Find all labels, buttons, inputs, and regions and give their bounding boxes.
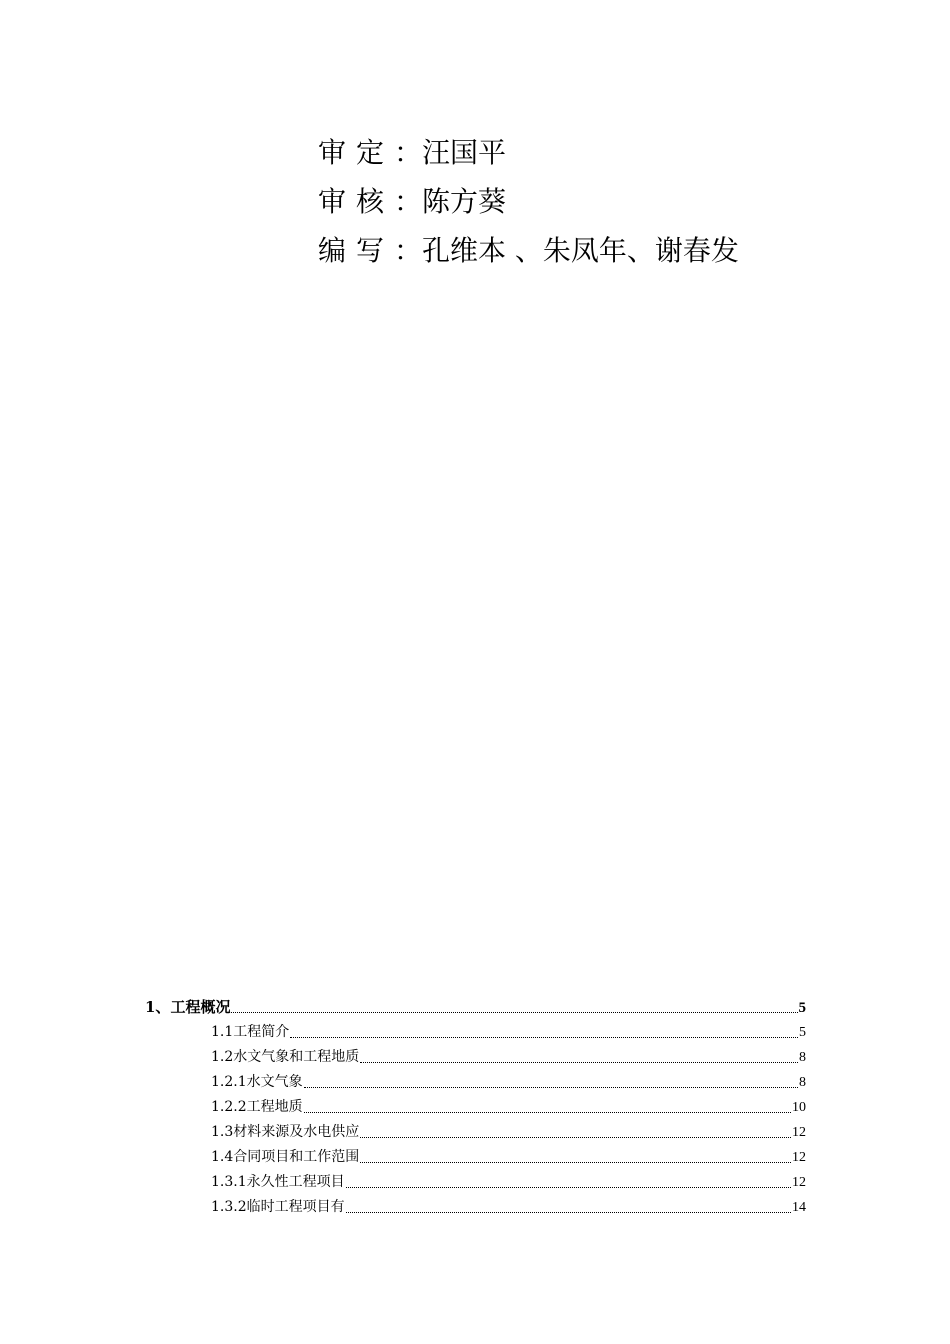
toc-entry-number: 1.3.2 [211,1199,247,1215]
toc-entry-number: 1.3.1 [211,1174,247,1190]
toc-entry-title: 合同项目和工作范围 [233,1149,360,1165]
toc-entry-number: 1.2 [211,1049,234,1065]
toc-entry[interactable] [211,1096,806,1118]
toc-entry-page: 12 [792,1125,806,1140]
toc-leader-dots [231,1012,797,1013]
toc-leader-dots [346,1212,791,1213]
toc-entry[interactable] [211,1146,806,1168]
toc-entry-number: 1.4 [211,1149,234,1165]
signoff-names: 孔维本 、朱凤年、谢春发 [422,234,739,267]
signoff-role-label: 编写 [318,234,395,267]
toc-entry-page: 12 [792,1175,806,1190]
signoff-role-label: 审定 [318,136,395,169]
toc-entry-number: 1.1 [211,1024,234,1040]
signoff-names: 汪国平 [422,136,507,169]
toc-entry-page: 12 [792,1150,806,1165]
signoff-line-approver [318,128,739,177]
toc-entry[interactable] [211,1021,806,1043]
toc-leader-dots [304,1087,798,1088]
toc-entry[interactable] [145,996,806,1018]
toc-entry[interactable] [211,1071,806,1093]
signoff-colon: ： [394,136,423,169]
signoff-block [318,128,739,275]
toc-entry-page: 5 [798,1000,806,1016]
signoff-line-authors [318,226,739,275]
signoff-colon: ： [394,234,423,267]
toc-entry-title: 水文气象 [246,1074,303,1090]
toc-leader-dots [360,1137,791,1138]
toc-entry-page: 8 [799,1075,806,1090]
toc-entry-title: 材料来源及水电供应 [233,1124,360,1140]
toc-leader-dots [346,1187,791,1188]
toc-leader-dots [290,1037,798,1038]
signoff-role-label: 审核 [318,185,395,218]
signoff-line-reviewer [318,177,739,226]
toc-entry-title: 永久性工程项目 [246,1174,345,1190]
toc-entry-title: 临时工程项目有 [246,1199,345,1215]
toc-entry-number: 1.2.2 [211,1099,247,1115]
toc-entry-number: 1.2.1 [211,1074,247,1090]
toc-entry[interactable] [211,1046,806,1068]
toc-entry-page: 10 [792,1100,806,1115]
toc-leader-dots [360,1162,791,1163]
toc-entry-title: 工程简介 [233,1024,290,1040]
toc-entry-page: 5 [799,1025,806,1040]
toc-entry[interactable] [211,1121,806,1143]
signoff-names: 陈方葵 [422,185,507,218]
toc-entry-title: 工程地质 [246,1099,303,1115]
toc-entry-page: 8 [799,1050,806,1065]
toc-entry-number: 1、 [145,998,171,1016]
toc-entry[interactable] [211,1171,806,1193]
toc-entry-title: 工程概况 [170,998,231,1016]
toc-entry-page: 14 [792,1200,806,1215]
signoff-colon: ： [394,185,423,218]
toc-leader-dots [304,1112,791,1113]
toc-leader-dots [360,1062,798,1063]
toc-entry-number: 1.3 [211,1124,234,1140]
toc-entry-title: 水文气象和工程地质 [233,1049,360,1065]
toc-entry[interactable] [211,1196,806,1218]
